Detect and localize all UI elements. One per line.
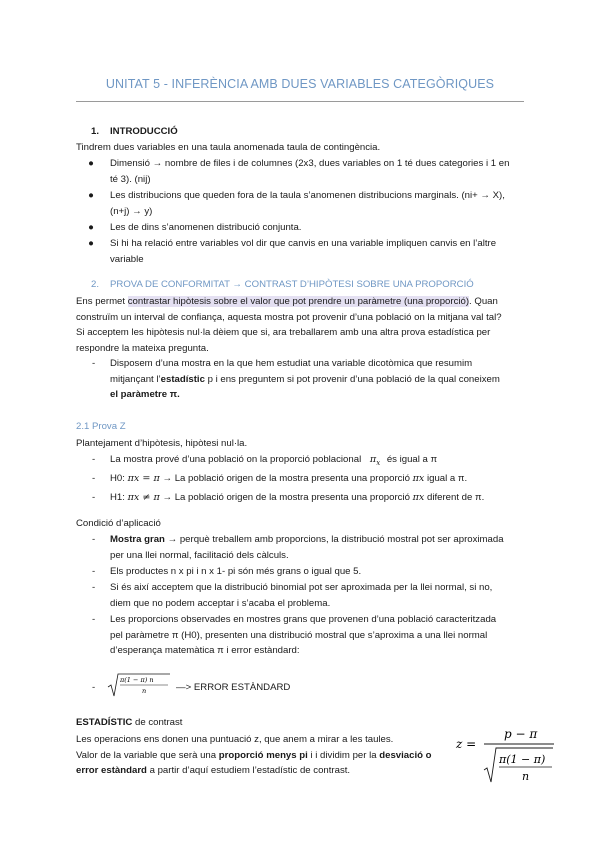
list-item-text: Les proporcions observades en mostres grans que provenen d’una població caracteritzada bbox=[110, 614, 497, 625]
dash-marker: - bbox=[92, 614, 96, 625]
formula-numerator: π(1 − π) n bbox=[120, 676, 154, 684]
formula-sqrt-denominator: n bbox=[522, 770, 530, 783]
contrast-statistic-heading: ESTADÍSTIC de contrast bbox=[76, 717, 183, 728]
dash-marker: - bbox=[92, 566, 96, 577]
dash-marker: - bbox=[92, 534, 96, 545]
list-item-text: diem que no podem acceptar i s’acaba el problema. bbox=[110, 597, 331, 609]
conditions-list bbox=[92, 532, 528, 660]
highlighted-text: contrastar hipòtesis sobre el valor que pot prendre un paràmetre (una proporció) bbox=[127, 296, 470, 307]
list-item bbox=[92, 564, 528, 580]
bullet-icon: ● bbox=[88, 190, 94, 201]
section-1-intro: Tindrem dues variables en una taula anomenada taula de contingència. bbox=[76, 142, 381, 153]
list-item-text: (n+j) → y) bbox=[110, 205, 153, 217]
contrast-paragraph bbox=[76, 732, 432, 779]
list-item bbox=[86, 188, 528, 220]
section-2-1-intro: Plantejament d’hipòtesis, hipòtesi nul·la. bbox=[76, 438, 248, 449]
dash-marker: - bbox=[92, 682, 96, 693]
list-item: - La mostra prové d’una població on la proporció poblacional $\pi_x$ és igual a π bbox=[92, 454, 438, 467]
formula-lhs: z = bbox=[456, 737, 477, 751]
list-item-text: d’esperança matemàtica π i error estàndard: bbox=[110, 645, 300, 656]
math-expression: πx = π bbox=[127, 473, 160, 484]
section-2-number: 2. bbox=[91, 279, 100, 290]
paragraph-line: Valor de la variable que serà una proporció menys pi i i dividim per la desviació o bbox=[76, 749, 432, 761]
standard-error-label: —> ERROR ESTÀNDARD bbox=[176, 682, 291, 693]
list-item bbox=[86, 236, 528, 268]
hypothesis-list bbox=[92, 452, 528, 509]
dash-marker: - bbox=[92, 582, 96, 593]
formula-denominator: n bbox=[142, 687, 147, 695]
list-item-text: mitjançant l’estadístic p i ens preguntem si pot provenir d’una població de la qual coneixem bbox=[110, 373, 500, 385]
list-item-text: té 3). (nij) bbox=[110, 173, 151, 185]
title-divider bbox=[76, 101, 524, 102]
list-item: - H0: πx = π → La població origen de la mostra presenta una proporció πx igual a π. bbox=[92, 471, 528, 490]
list-item-text: el paràmetre π. bbox=[110, 389, 180, 400]
list-item-text: per una llei normal, facilitació dels càlculs. bbox=[110, 549, 289, 561]
paragraph-line: error estàndard a partir d’aquí estudiem l’estadístic de contrast. bbox=[76, 765, 351, 776]
list-item-text: Dimensió → nombre de files i de columnes (2x3, dues variables on 1 té dues categories i 1 en bbox=[110, 158, 510, 169]
list-item-text: Els productes n x pi i n x 1- pi són més grans o igual que 5. bbox=[110, 566, 362, 577]
section-1-number: 1. bbox=[91, 126, 100, 137]
formula-sqrt-numerator: π(1 − π) bbox=[499, 753, 546, 766]
page-title: UNITAT 5 - INFERÈNCIA AMB DUES VARIABLES CATEGÒRIQUES bbox=[105, 77, 495, 91]
section-1-heading: INTRODUCCIÓ bbox=[110, 126, 178, 137]
list-item bbox=[92, 580, 528, 612]
dash-marker: - bbox=[92, 358, 96, 369]
standard-error-formula bbox=[106, 672, 172, 698]
list-item bbox=[92, 532, 528, 564]
math-expression: πx bbox=[412, 473, 425, 484]
dash-marker: - bbox=[92, 473, 96, 484]
paragraph-line: Ens permet contrastar hipòtesis sobre el valor que pot prendre un paràmetre (una proporció). Quan bbox=[76, 296, 498, 307]
list-item bbox=[92, 612, 528, 660]
paragraph-line: Les operacions ens donen una puntuació z, que anem a mirar a les taules. bbox=[76, 734, 394, 745]
list-item-text: Mostra gran → perquè treballem amb proporcions, la distribució mostral pot ser aproximada bbox=[110, 534, 504, 545]
math-expression: πx bbox=[412, 492, 425, 503]
paragraph-line: construïm un interval de confiança, aquesta mostra pot provenir d’una població on la mitjana val tal? bbox=[76, 311, 502, 323]
bullet-icon: ● bbox=[88, 158, 94, 169]
z-statistic-formula bbox=[454, 722, 556, 784]
dash-marker: - bbox=[92, 492, 96, 503]
list-item-text: Si és així acceptem que la distribució binomial pot ser aproximada per la llei normal, si no, bbox=[110, 582, 493, 593]
list-item bbox=[86, 220, 528, 236]
list-item-text: pel paràmetre π (H0), presenten una distribució mostral que s’aproxima a una llei normal bbox=[110, 629, 488, 641]
paragraph-line: respondre la mateixa pregunta. bbox=[76, 342, 209, 354]
pi-symbol: π bbox=[369, 454, 377, 465]
list-item-text: Les distribucions que queden fora de la taula s’anomenen distribucions marginals. (ni+ → X), bbox=[110, 190, 505, 201]
dash-marker: - bbox=[92, 454, 96, 465]
list-item-text: Si hi ha relació entre variables vol dir que canvis en una variable impliquen canvis en l’altre bbox=[110, 238, 497, 249]
section-1-bullet-list bbox=[86, 156, 528, 268]
list-item-text: variable bbox=[110, 253, 144, 265]
list-item-text: Les de dins s’anomenen distribució conjunta. bbox=[110, 222, 302, 233]
list-item bbox=[86, 156, 528, 188]
section-2-paragraph bbox=[76, 294, 528, 356]
section-2-1-heading: 2.1 Prova Z bbox=[76, 421, 126, 432]
section-2-heading: PROVA DE CONFORMITAT → CONTRAST D’HIPÒTESI SOBRE UNA PROPORCIÓ bbox=[110, 279, 474, 290]
formula-numerator: p − π bbox=[504, 727, 538, 741]
paragraph-line: Si acceptem les hipòtesis nul·la dèiem que si, ara treballarem amb una altra prova estadística per bbox=[76, 327, 491, 338]
bullet-icon: ● bbox=[88, 238, 94, 249]
math-expression: πx ≠ π bbox=[127, 492, 160, 503]
list-item-text: Disposem d’una mostra en la que hem estudiat una variable dicotòmica que resumim bbox=[110, 358, 473, 369]
conditions-heading: Condició d’aplicació bbox=[76, 518, 161, 529]
bullet-icon: ● bbox=[88, 222, 94, 233]
list-item: - H1: πx ≠ π → La població origen de la mostra presenta una proporció πx diferent de π. bbox=[92, 490, 528, 509]
